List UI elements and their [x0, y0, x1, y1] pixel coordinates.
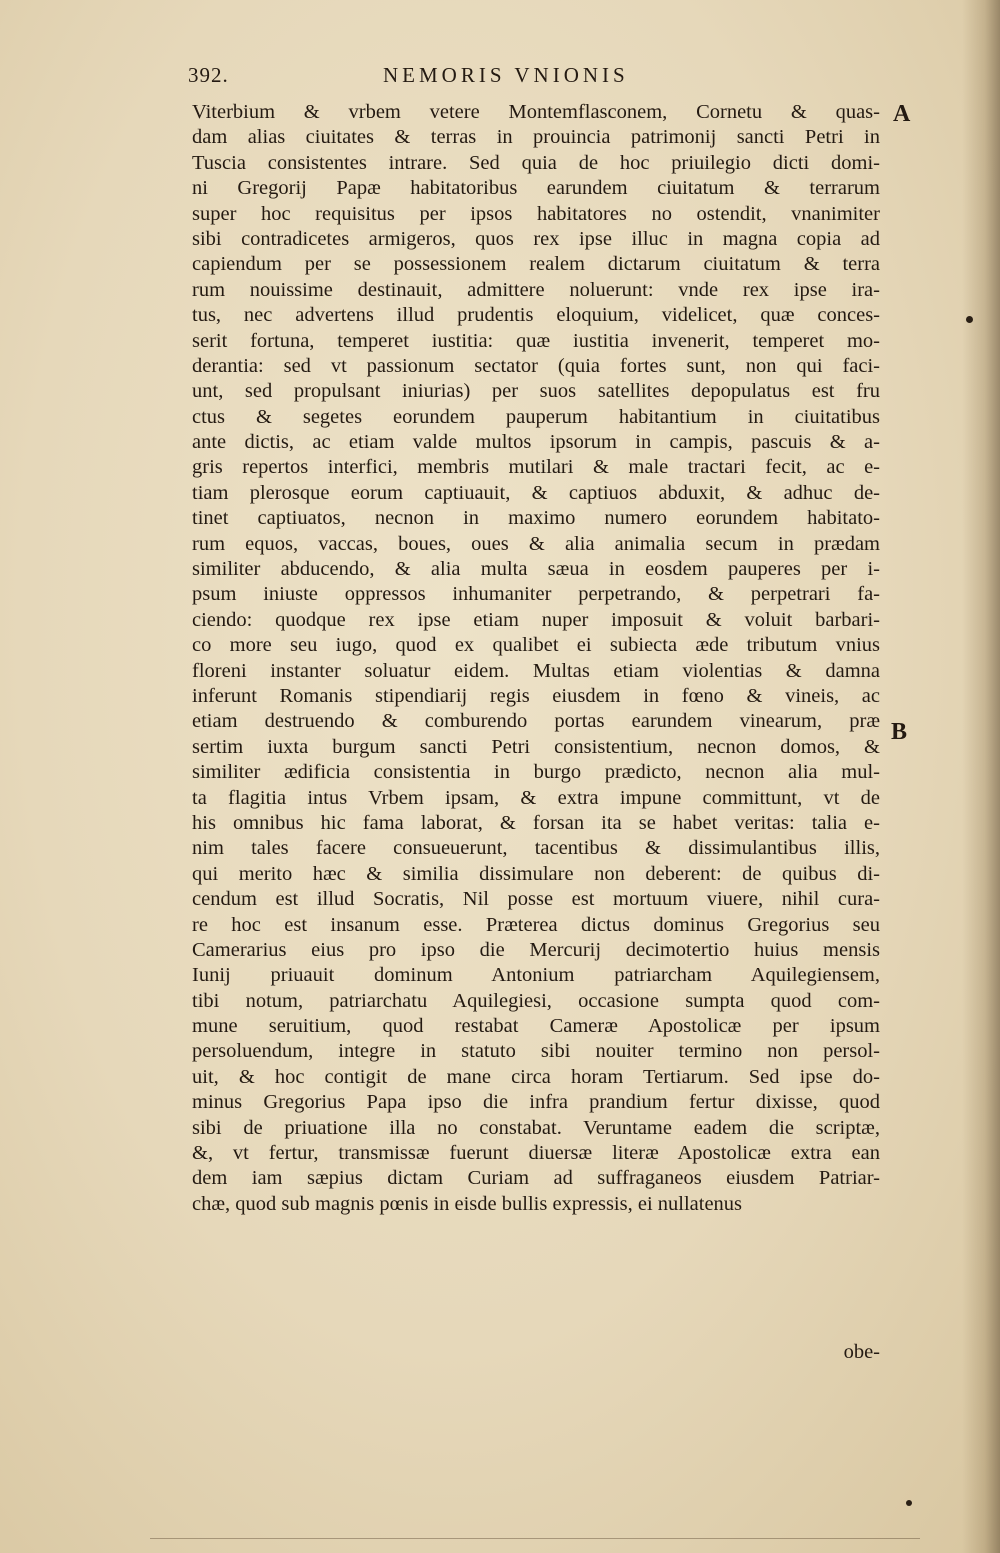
text-line: super hoc requisitus per ipsos habitatores no ostendit, vnanimiter: [192, 202, 880, 225]
text-line: ctus & segetes eorundem pauperum habitantium in ciuitatibus: [192, 405, 880, 428]
text-line: serit fortuna, temperet iustitia: quæ iustitia invenerit, temperet mo-: [192, 329, 880, 352]
text-line: sibi contradicetes armigeros, quos rex ipse illuc in magna copia ad: [192, 227, 880, 250]
bottom-edge-line: [150, 1538, 920, 1539]
text-line: his omnibus hic fama laborat, & forsan ita se habet veritas: talia e-: [192, 811, 880, 834]
text-line: uit, & hoc contigit de mane circa horam Tertiarum. Sed ipse do-: [192, 1065, 880, 1088]
margin-letter-a: A: [893, 101, 911, 127]
margin-letter-b: B: [891, 719, 908, 745]
text-line: mune seruitium, quod restabat Cameræ Apostolicæ per ipsum: [192, 1015, 880, 1038]
text-line: minus Gregorius Papa ipso die infra prandium fertur dixisse, quod: [192, 1091, 880, 1114]
binding-gutter-shadow: [962, 0, 1000, 1553]
catchword: obe-: [843, 1341, 880, 1363]
text-line: inferunt Romanis stipendiarij regis eiusdem in fœno & vineis, ac: [192, 684, 880, 707]
text-line: tus, nec advertens illud prudentis eloquium, videlicet, quæ conces-: [192, 304, 880, 327]
text-line: sertim iuxta burgum sancti Petri consistentium, necnon domos, &: [192, 735, 880, 758]
text-line: ante dictis, ac etiam valde multos ipsorum in campis, pascuis & a-: [192, 431, 880, 454]
page-number: 392.: [188, 63, 229, 87]
text-line: chæ, quod sub magnis pœnis in eisde bullis expressis, ei nullatenus: [192, 1192, 743, 1215]
text-line: qui merito hæc & similia dissimulare non deberent: de quibus di-: [192, 862, 880, 885]
text-line: tinet captiuatos, necnon in maximo numero eorundem habitato-: [192, 507, 880, 530]
text-line: ni Gregorij Papæ habitatoribus earundem ciuitatum & terrarum: [192, 177, 880, 200]
text-line: re hoc est insanum esse. Præterea dictus dominus Gregorius seu: [192, 913, 880, 936]
ink-speck: [906, 1500, 912, 1506]
text-line: Iunij priuauit dominum Antonium patriarcham Aquilegiensem,: [192, 964, 880, 987]
text-line: tiam plerosque eorum captiuauit, & captiuos abduxit, & adhuc de-: [192, 481, 880, 504]
running-title: NEMORIS VNIONIS: [383, 63, 629, 87]
text-line: rum equos, vaccas, boues, oues & alia animalia secum in prædam: [192, 532, 880, 555]
text-line: psum iniuste oppressos inhumaniter perpetrando, & perpetrari fa-: [192, 583, 880, 606]
text-line: derantia: sed vt passionum sectator (quia fortes sunt, non qui faci-: [192, 354, 880, 377]
text-line: persoluendum, integre in statuto sibi nouiter termino non persol-: [192, 1040, 880, 1063]
text-line: Tuscia consistentes intrare. Sed quia de hoc priuilegio dicti domi-: [192, 151, 880, 174]
text-line: capiendum per se possessionem realem dictarum ciuitatum & terra: [192, 253, 880, 276]
text-line: dem iam sæpius dictam Curiam ad suffraganeos eiusdem Patriar-: [192, 1167, 880, 1190]
text-line: &, vt fertur, transmissæ fuerunt diuersæ literæ Apostolicæ extra ean: [192, 1142, 880, 1165]
text-line: sibi de priuatione illa no constabat. Veruntame eadem die scriptæ,: [192, 1116, 880, 1139]
page-header: [188, 62, 888, 88]
text-line: unt, sed propulsant iniurias) per suos satellites depopulatus est fru: [192, 380, 880, 403]
text-line: similiter abducendo, & alia multa sæua in eosdem pauperes per i-: [192, 558, 880, 581]
text-line: rum nouissime destinauit, admittere noluerunt: vnde rex ipse ira-: [192, 278, 880, 301]
text-line: tibi notum, patriarchatu Aquilegiesi, occasione sumpta quod com-: [192, 989, 880, 1012]
text-line: similiter ædificia consistentia in burgo prædicto, necnon alia mul-: [192, 761, 880, 784]
text-line: floreni instanter soluatur eidem. Multas etiam violentias & damna: [192, 659, 880, 682]
text-line: cendum est illud Socratis, Nil posse est mortuum viuere, nihil cura-: [192, 888, 880, 911]
text-line: ciendo: quodque rex ipse etiam nuper imposuit & voluit barbari-: [192, 608, 880, 631]
text-line: dam alias ciuitates & terras in prouincia patrimonij sancti Petri in: [192, 126, 880, 149]
body-text: [192, 100, 880, 1217]
text-line: Viterbium & vrbem vetere Montemflasconem, Cornetu & quas-: [192, 101, 880, 123]
ink-speck: [966, 316, 973, 323]
text-line: gris repertos interfici, membris mutilari & male tractari fecit, ac e-: [192, 456, 880, 479]
text-line: co more seu iugo, quod ex qualibet ei subiecta æde tributum vnius: [192, 634, 880, 657]
text-line: ta flagitia intus Vrbem ipsam, & extra impune committunt, vt de: [192, 786, 880, 809]
text-line: nim tales facere consueuerunt, tacentibus & dissimulantibus illis,: [192, 837, 880, 860]
text-line: Camerarius eius pro ipso die Mercurij decimotertio huius mensis: [192, 938, 880, 961]
text-line: etiam destruendo & comburendo portas earundem vinearum, præ: [192, 710, 880, 733]
